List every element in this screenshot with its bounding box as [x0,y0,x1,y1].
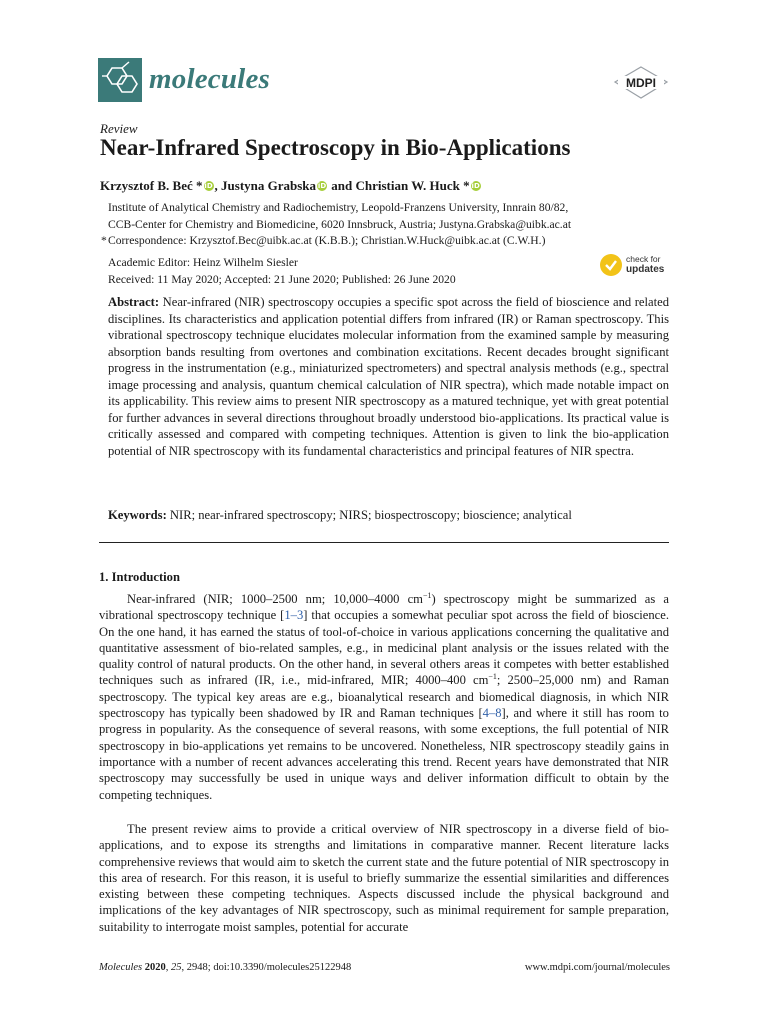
check-updates-line: updates [626,264,665,275]
author-separator: and [328,178,356,193]
abstract [108,294,669,459]
author-name[interactable]: Krzysztof B. Beć [100,178,193,193]
citation-footer: Molecules 2020, 25, 2948; doi:10.3390/molecules25122948 [99,962,352,973]
corresponding-mark: * [196,178,203,193]
correspondence-mark: * [101,234,107,247]
text-run: ] that occupies a somewhat peculiar spot across the field of bioscience. On the one hand, it has earned the status of tool-of-choice in various applications concerning the qualitative and quantitative assessment of bio-related samples, e.g., in medicinal plant analysis or the issues related with the quality control of natural products. On the other hand, in several others areas it competes with better established techniques such as infrared (IR, i.e., mid-infrared, MIR; 4000–400 cm [99,608,669,688]
footer-year: 2020 [144,962,166,973]
article-dates: Received: 11 May 2020; Accepted: 21 June 2020; Published: 26 June 2020 [108,273,456,286]
orcid-icon[interactable]: iD [471,182,480,190]
mdpi-logo-icon[interactable] [612,66,670,100]
academic-editor: Academic Editor: Heinz Wilhelm Siesler [108,256,298,269]
abstract-text: Near-infrared (NIR) spectroscopy occupies a specific spot across the field of bioscience and related disciplines. Its characteristics and application potential differs from infrared (IR) or Raman spectroscopy. This vibrational spectroscopy technique elucidates molecular information from the examined sample by measuring absorption bands resulting from overtones and combination excitations. Recent decades brought significant progress in the instrumentation (e.g., miniaturized spectrometers) and spectral analysis methods (e.g., spectral image processing and analysis, quantum chemical calculation of NIR spectra), which made notable impact on its applicability. This review aims to present NIR spectroscopy as a matured technique, yet with great potential for further advances in several directions throughout broadly understood bio-applications. Its practical value is critically assessed and compared with competing techniques. Attention is given to link the bio-application potential of NIR spectroscopy with its fundamental characteristics and principal features of NIR spectra. [108,295,669,458]
orcid-icon[interactable]: iD [317,182,327,190]
footer-volume: 25 [171,962,182,973]
affiliation [108,200,668,233]
keywords-label: Keywords: [108,508,167,522]
divider [99,542,669,543]
keywords [108,507,669,524]
corresponding-mark: * [463,178,470,193]
body-paragraph: The present review aims to provide a critical overview of NIR spectroscopy in a diverse field of bio-applications, and to expose its strengths and limitations in comparative manner. Recent literature lacks comprehensive reviews that would aim to sketch the current state and the future potential of NIR spectroscopy in this area of research. For this reason, it is useful to briefly summarize the essential similarities and differences existing between these competing techniques. Aspects discussed include the physical background and implications of the key advantages of NIR spectroscopy, such as minimal requirement for sample preparation, suitability to interrogate moist samples, potential for accurate [99,822,669,934]
text-run: ) spectroscopy might be summarized as a vibrational spectroscopy technique [ [99,592,669,623]
author-name[interactable]: Justyna Grabska [221,178,317,193]
author-list [100,176,482,196]
text-run: Near-infrared (NIR; 1000–2500 nm; 10,000–4000 cm [127,592,423,606]
mdpi-logo-text: MDPI [626,76,656,90]
section-heading: 1. Introduction [99,570,180,584]
text-run: ; 2500–25,000 nm) and Raman spectroscopy. The typical key areas are e.g., bioanalytical research and biomedical diagnosis, in which NIR spectroscopy has typically been shadowed by IR and Raman techniques [ [99,673,669,721]
journal-url[interactable]: www.mdpi.com/journal/molecules [524,962,670,973]
abstract-label: Abstract: [108,295,160,309]
footer-doi[interactable]: , 2948; doi:10.3390/molecules25122948 [181,962,352,973]
correspondence: Correspondence: Krzysztof.Bec@uibk.ac.at (K.B.B.); Christian.W.Huck@uibk.ac.at (C.W.H.) [108,234,546,247]
article-title: Near-Infrared Spectroscopy in Bio-Applications [100,135,571,160]
check-updates-line: check for [626,254,661,264]
superscript: −1 [488,672,497,682]
check-for-updates-badge[interactable] [600,254,670,280]
journal-logo-icon [98,58,142,102]
text-run: ], and where it still has room to progress in popularity. As the consequence of several reasons, with some exceptions, the full potential of NIR spectroscopy in bio-applications yet remains to be uncovered. Nonetheless, NIR spectroscopy steadily gains in importance with a number of recent advances accelerating this trend. Recent years have demonstrated that NIR spectroscopy may successfully be used in unique ways and deliver information difficult to obtain by the competing techniques. [99,706,669,802]
keywords-text: NIR; near-infrared spectroscopy; NIRS; biospectroscopy; bioscience; analytical [169,508,572,522]
affiliation-line: CCB-Center for Chemistry and Biomedicine, 6020 Innsbruck, Austria; Justyna.Grabska@uibk.ac.at [108,217,572,231]
article-type: Review [100,121,138,136]
orcid-icon[interactable]: iD [204,182,213,190]
footer-journal: Molecules [99,962,143,973]
affiliation-line: Institute of Analytical Chemistry and Radiochemistry, Leopold-Franzens University, Innrain 80/82, [108,201,569,214]
article-meta [108,254,456,288]
check-updates-icon [600,254,622,276]
author-name[interactable]: Christian W. Huck [355,178,460,193]
citation-link[interactable]: 1–3 [284,608,304,623]
citation-link[interactable]: 4–8 [482,706,502,721]
journal-name[interactable]: molecules [149,63,271,95]
author-separator: , [214,178,218,193]
body-paragraph [99,591,669,803]
superscript: −1 [422,590,432,600]
